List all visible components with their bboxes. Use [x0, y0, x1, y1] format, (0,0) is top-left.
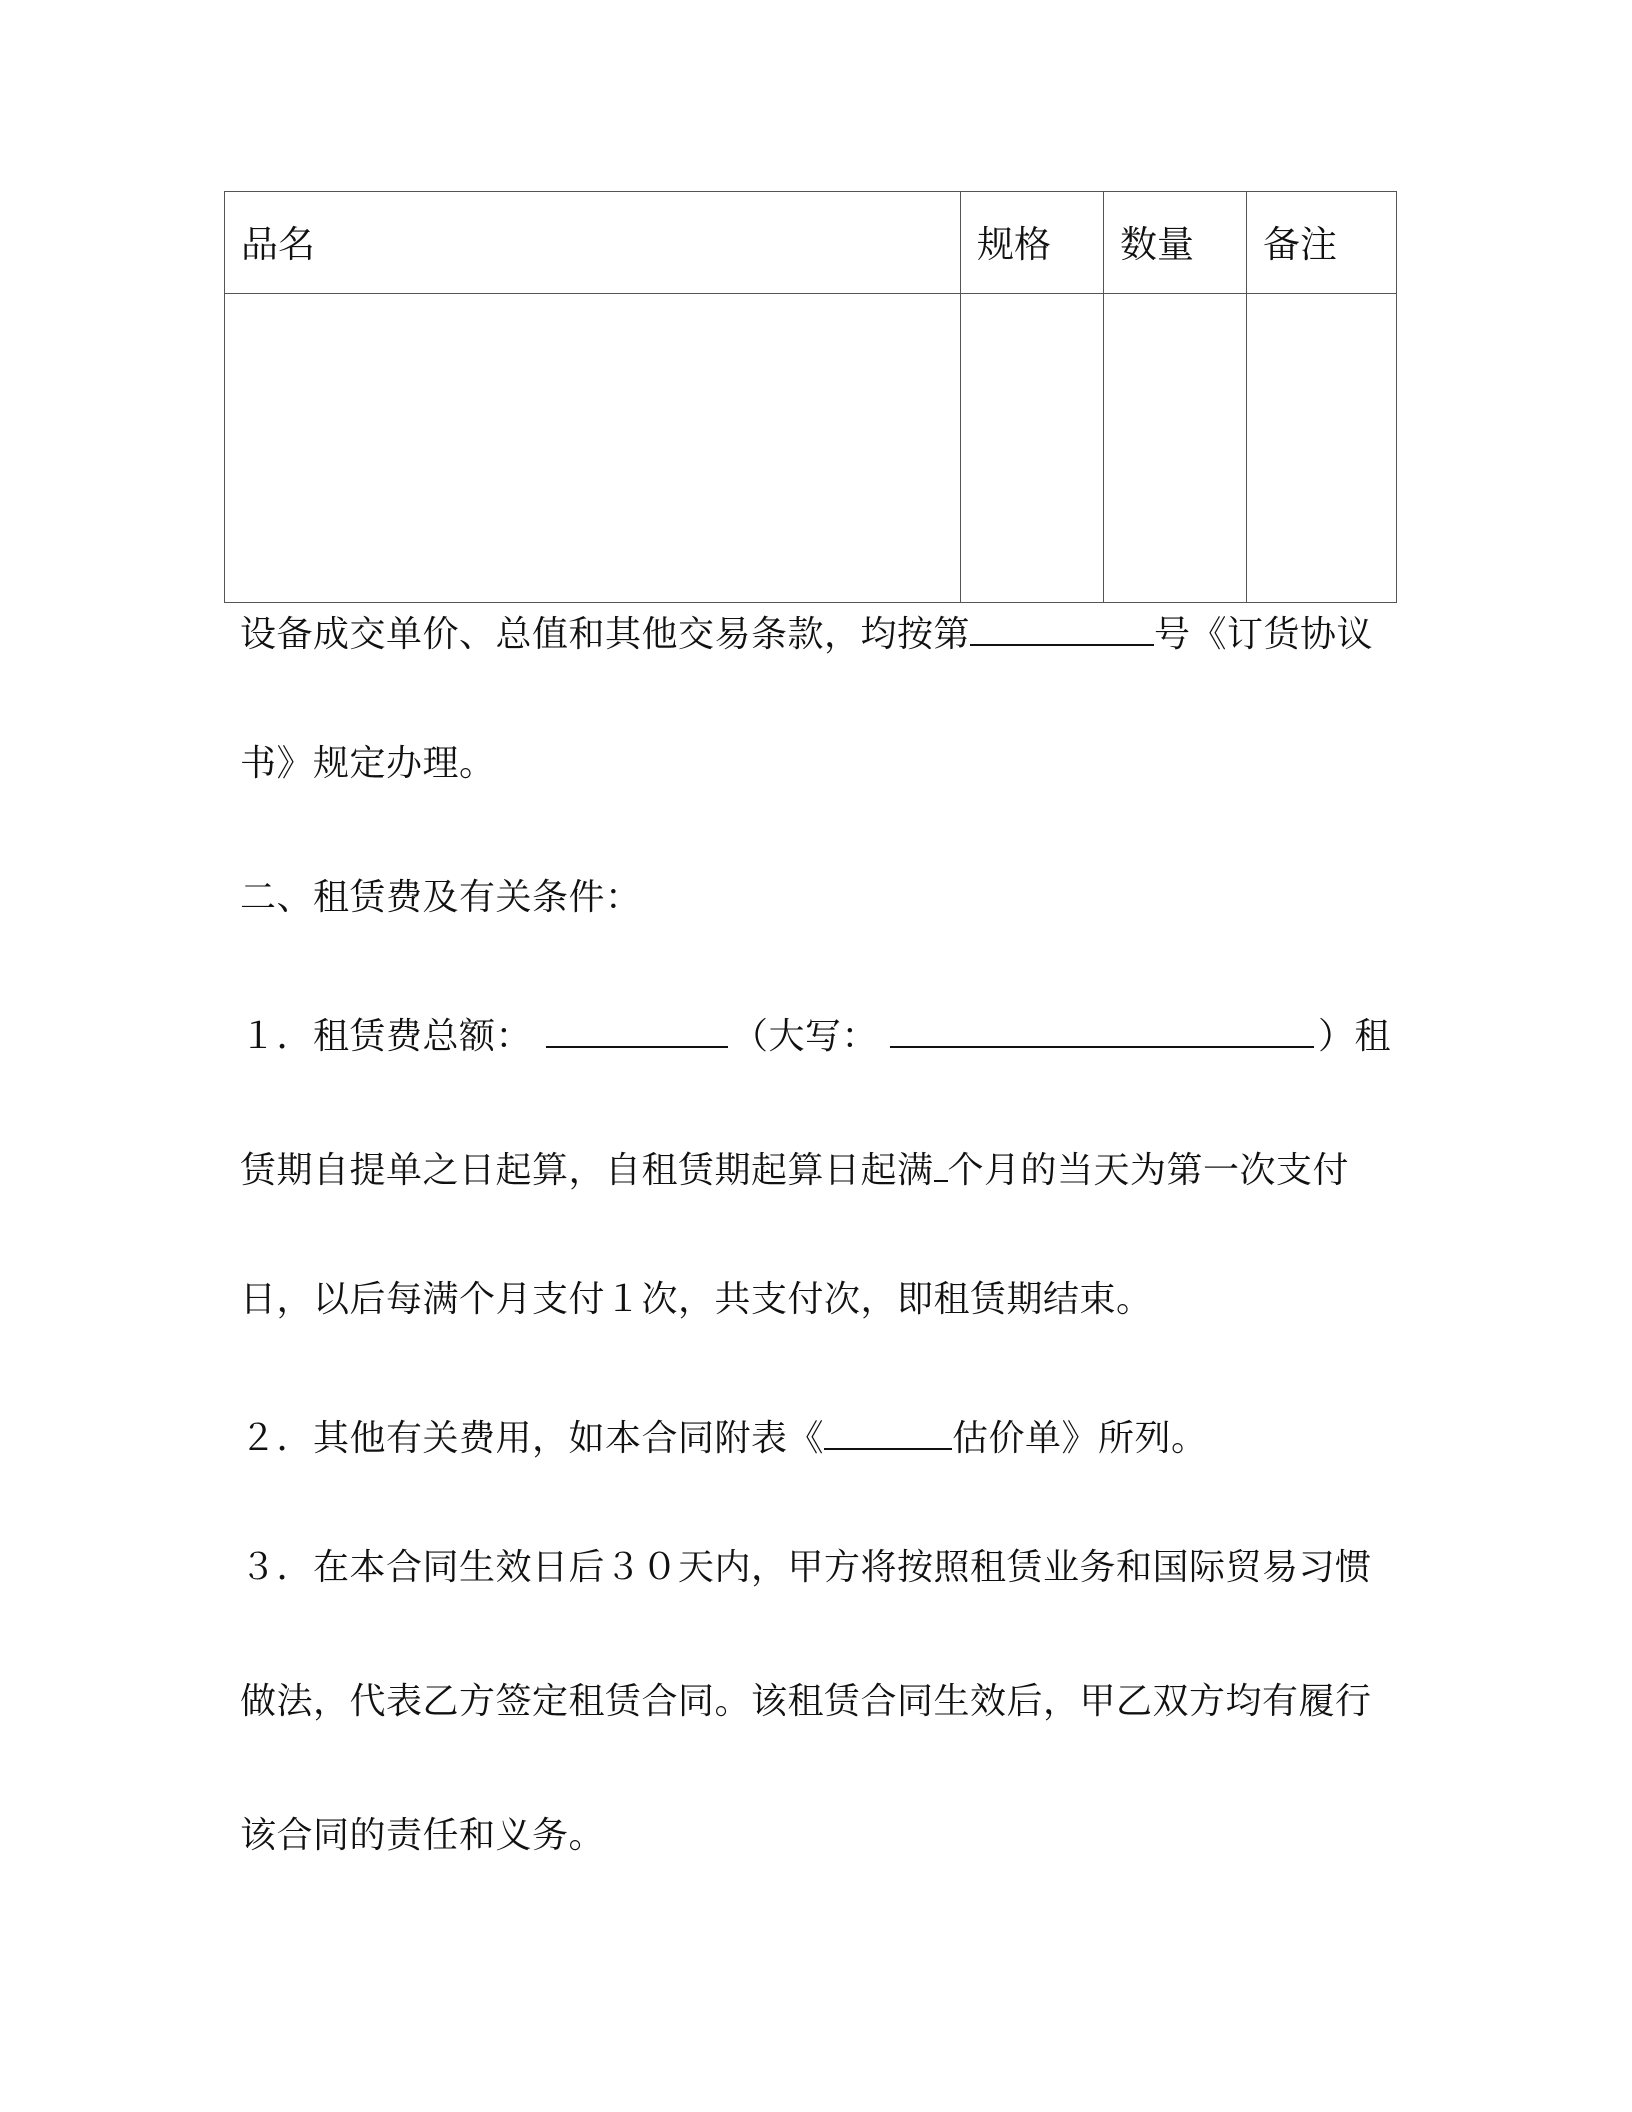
p5-text-b: 个月的当天为第一次支付 [947, 1150, 1350, 1191]
header-quantity: 数量 [1104, 192, 1247, 294]
p6-text: 日，以后每满个月支付１次，共支付次，即租赁期结束。 [240, 1279, 1153, 1320]
paragraph-line-10 [240, 1812, 605, 1860]
header-remarks: 备注 [1247, 192, 1397, 294]
p2-text: 书》规定办理。 [240, 743, 496, 784]
paragraph-line-4 [240, 1008, 1391, 1061]
cell-specification [961, 294, 1104, 603]
paragraph-line-6 [240, 1276, 1153, 1324]
p1-text-a: 设备成交单价、总值和其他交易条款，均按第 [240, 614, 971, 655]
p4-text-b: （大写： [732, 1016, 879, 1057]
section-heading-rental-fee [240, 874, 642, 922]
header-product-name: 品名 [225, 192, 961, 294]
total-amount-blank [546, 1008, 728, 1048]
equipment-table [224, 191, 1397, 603]
table-header-row [225, 192, 1397, 294]
p7-text-b: 估价单》所列。 [952, 1418, 1208, 1459]
p4-text-a: １．租赁费总额： [240, 1016, 533, 1057]
table-row [225, 294, 1397, 603]
cell-product-name [225, 294, 961, 603]
paragraph-line-9 [240, 1678, 1372, 1726]
header-specification: 规格 [961, 192, 1104, 294]
order-number-blank [970, 606, 1154, 646]
p3-text: 二、租赁费及有关条件： [240, 877, 642, 918]
months-blank [934, 1142, 948, 1182]
p5-text-a: 赁期自提单之日起算，自租赁期起算日起满 [240, 1150, 934, 1191]
p9-text: 做法，代表乙方签定租赁合同。该租赁合同生效后，甲乙双方均有履行 [240, 1681, 1372, 1722]
amount-in-words-blank [890, 1008, 1314, 1048]
p1-text-b: 号《订货协议 [1154, 614, 1374, 655]
paragraph-line-2 [240, 740, 496, 788]
p4-text-c: ）租 [1318, 1016, 1392, 1057]
estimate-name-blank [824, 1410, 952, 1450]
p8-text: ３．在本合同生效日后３０天内，甲方将按照租赁业务和国际贸易习惯 [240, 1547, 1372, 1588]
paragraph-line-5 [240, 1142, 1349, 1195]
paragraph-line-7 [240, 1410, 1208, 1463]
p10-text: 该合同的责任和义务。 [240, 1815, 606, 1856]
paragraph-line-1 [240, 606, 1373, 659]
cell-remarks [1247, 294, 1397, 603]
cell-quantity [1104, 294, 1247, 603]
paragraph-line-8 [240, 1544, 1372, 1592]
p7-text-a: ２．其他有关费用，如本合同附表《 [240, 1418, 825, 1459]
